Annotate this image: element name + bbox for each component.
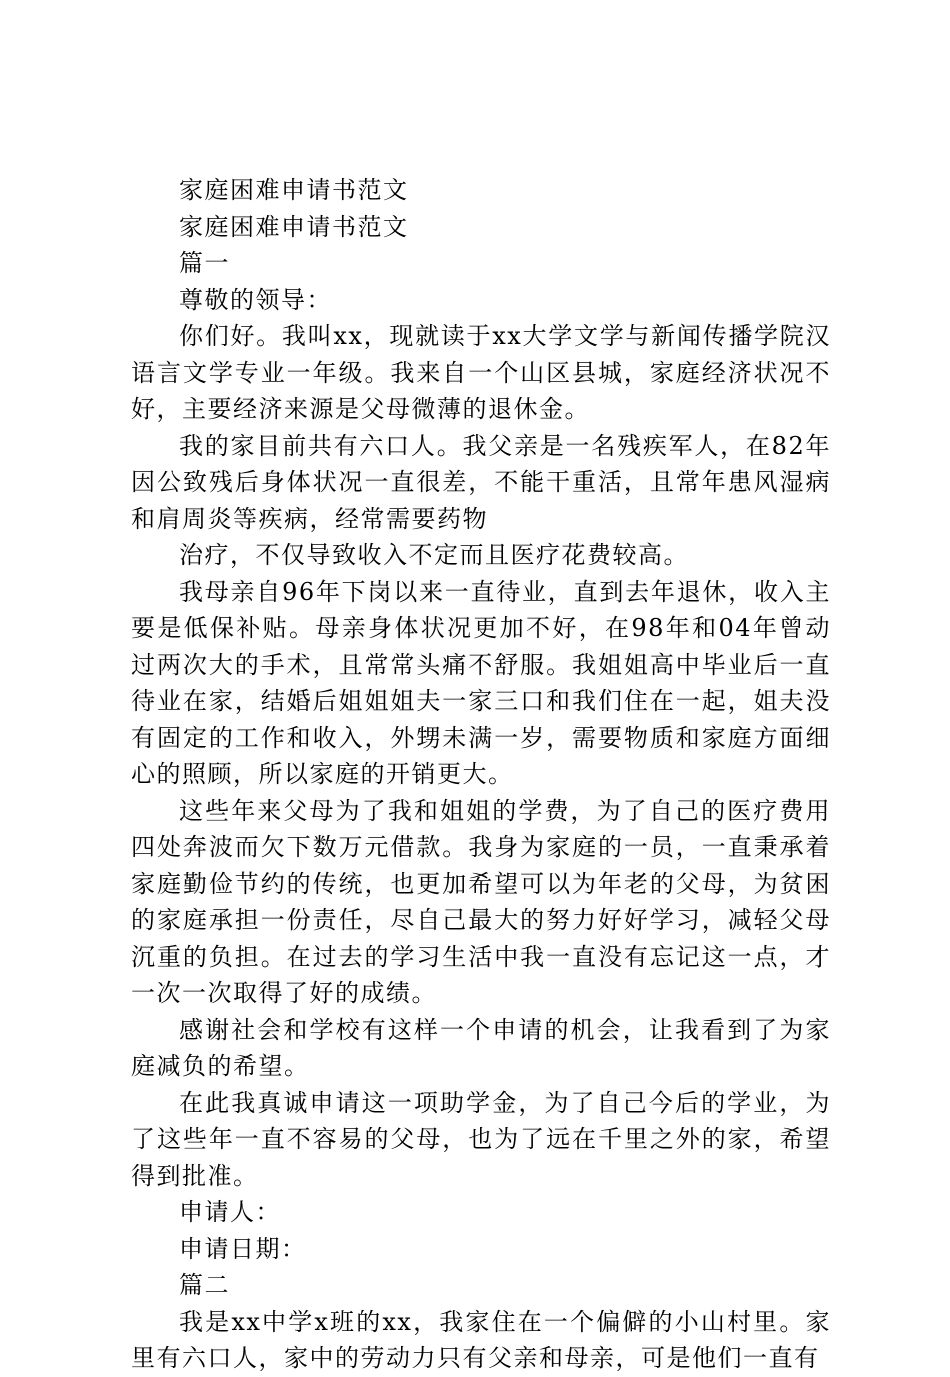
document-title: 家庭困难申请书范文 (179, 176, 409, 204)
salutation: 尊敬的领导： (179, 285, 332, 314)
paragraph-request: 在此我真诚申请这一项助学金，为了自己今后的学业，为了这些年一直不容易的父母，也为了远在千里之外的家，希望得到批准。 (131, 1088, 831, 1190)
document-body (131, 172, 831, 1377)
paragraph-father: 我的家目前共有六口人。我父亲是一名残疾军人，在82年因公致残后身体状况一直很差，不能干重活，且常年患风湿病和肩周炎等疾病，经常需要药物 (131, 431, 831, 533)
paragraph-section2-intro: 我是xx中学x班的xx，我家住在一个偏僻的小山村里。家里有六口人，家中的劳动力只有父亲和母亲，可是他们一直有 (131, 1307, 831, 1372)
document-subtitle: 家庭困难申请书范文 (179, 212, 409, 241)
paragraph-treatment: 治疗，不仅导致收入不定而且医疗花费较高。 (179, 541, 689, 569)
paragraph-mother-sister: 我母亲自96年下岗以来一直待业，直到去年退休，收入主要是低保补贴。母亲身体状况更加不好，在98年和04年曾动过两次大的手术，且常常头痛不舒服。我姐姐高中毕业后一直待业在家，结婚后姐姐姐夫一家三口和我们住在一起，姐夫没有固定的工作和收入，外甥未满一岁，需要物质和家庭方面细心的照顾，所以家庭的开销更大。 (131, 577, 831, 788)
section-heading-1: 篇一 (179, 249, 230, 277)
paragraph-intro: 你们好。我叫xx，现就读于xx大学文学与新闻传播学院汉语言文学专业一年级。我来自一个山区县城，家庭经济状况不好，主要经济来源是父母微薄的退休金。 (131, 322, 831, 423)
date-line: 申请日期： (179, 1234, 307, 1263)
applicant-line: 申请人： (179, 1198, 281, 1226)
paragraph-thanks: 感谢社会和学校有这样一个申请的机会，让我看到了为家庭减负的希望。 (131, 1015, 831, 1080)
paragraph-debt: 这些年来父母为了我和姐姐的学费，为了自己的医疗费用四处奔波而欠下数万元借款。我身为家庭的一员，一直秉承着家庭勤俭节约的传统，也更加希望可以为年老的父母，为贫困的家庭承担一份责任，尽自己最大的努力好好学习，减轻父母沉重的负担。在过去的学习生活中我一直没有忘记这一点，才一次一次取得了好的成绩。 (131, 796, 831, 1007)
section-heading-2: 篇二 (179, 1271, 230, 1299)
